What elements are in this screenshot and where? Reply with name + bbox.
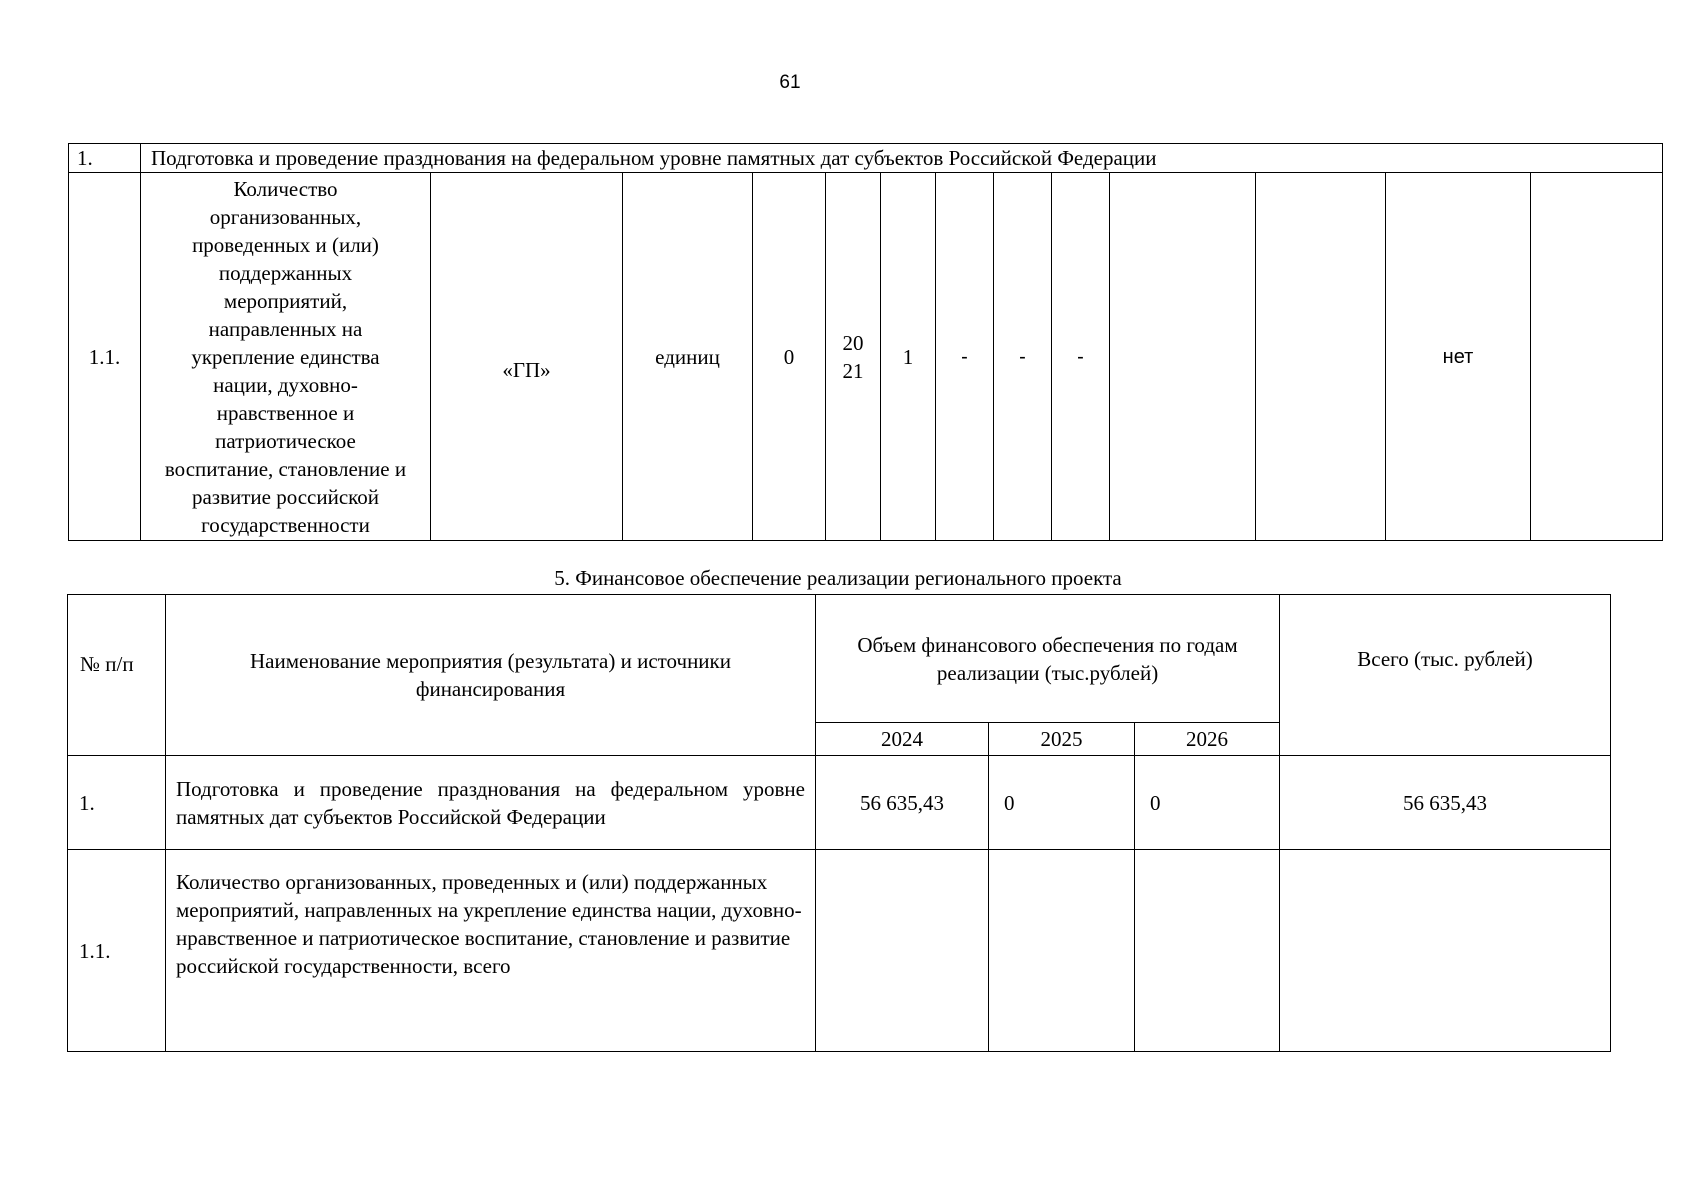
- indicator-number: 1.1.: [69, 173, 141, 541]
- description-line: укрепление единства: [191, 344, 380, 369]
- base-value: 0: [753, 173, 826, 541]
- header-year: 2026: [1135, 723, 1280, 756]
- description-line: нации, духовно-: [213, 372, 358, 397]
- description-line: Количество: [233, 176, 338, 201]
- row-number: 1.1.: [68, 850, 166, 1052]
- description-line: направленных на: [208, 316, 363, 341]
- row-name: Подготовка и проведение празднования на федеральном уровне памятных дат субъектов Российской Федерации: [166, 756, 816, 850]
- row-value-2024: 56 635,43: [816, 756, 989, 850]
- header-year: 2025: [989, 723, 1135, 756]
- header-row: [68, 595, 1611, 723]
- info-system: нет: [1386, 173, 1531, 541]
- value-2026: -: [994, 173, 1052, 541]
- description-line: мероприятий,: [223, 288, 348, 313]
- row-value-2025: 0: [989, 756, 1135, 850]
- row-total: 56 635,43: [1280, 756, 1611, 850]
- row-value-2026: 0: [1135, 756, 1280, 850]
- header-name: Наименование мероприятия (результата) и источники финансирования: [166, 595, 816, 756]
- description-line: организованных,: [209, 204, 362, 229]
- description-line: патриотическое: [215, 428, 356, 453]
- section-title: Подготовка и проведение празднования на федеральном уровне памятных дат субъектов Российской Федерации: [141, 144, 1663, 173]
- finance-table: [67, 594, 1611, 1052]
- section-caption: 5. Финансовое обеспечение реализации регионального проекта: [554, 566, 1122, 590]
- base-year-line: 21: [842, 358, 864, 383]
- description-line: нравственное и: [216, 400, 355, 425]
- value-2025: -: [936, 173, 994, 541]
- indicators-table: [68, 143, 1663, 541]
- value-2027: -: [1052, 173, 1110, 541]
- base-year: [826, 173, 881, 541]
- section-row: [69, 144, 1663, 173]
- empty-cell: [1110, 173, 1256, 541]
- row-number: 1.: [68, 756, 166, 850]
- table-row: [68, 850, 1611, 1052]
- description-line: воспитание, становление и: [164, 456, 407, 481]
- description-line: государственности: [201, 512, 370, 537]
- indicator-row: [69, 173, 1663, 541]
- value-2024: 1: [881, 173, 936, 541]
- indicator-unit: единиц: [623, 173, 753, 541]
- header-number: № п/п: [68, 595, 166, 756]
- base-year-line: 20: [842, 330, 864, 355]
- row-name: Количество организованных, проведенных и (или) поддержанных мероприятий, направленных на укрепление единства нации, духовно-нравственное и патриотическое воспитание, становление и развитие российской государственности, всего: [166, 850, 816, 1052]
- indicator-description: [141, 173, 431, 541]
- header-total: Всего (тыс. рублей): [1280, 595, 1611, 756]
- header-volume: Объем финансового обеспечения по годам реализации (тыс.рублей): [816, 595, 1280, 723]
- empty-cell: [1531, 173, 1663, 541]
- table-row: [68, 756, 1611, 850]
- section-number: 1.: [69, 144, 141, 173]
- description-line: развитие российской: [191, 484, 380, 509]
- empty-cell: [1256, 173, 1386, 541]
- row-total: [1280, 850, 1611, 1052]
- description-line: проведенных и (или): [192, 232, 379, 257]
- indicator-level: «ГП»: [431, 173, 623, 541]
- row-value-2025: [989, 850, 1135, 1052]
- row-value-2026: [1135, 850, 1280, 1052]
- header-year: 2024: [816, 723, 989, 756]
- row-value-2024: [816, 850, 989, 1052]
- page-number: 61: [779, 72, 801, 93]
- description-line: поддержанных: [218, 260, 353, 285]
